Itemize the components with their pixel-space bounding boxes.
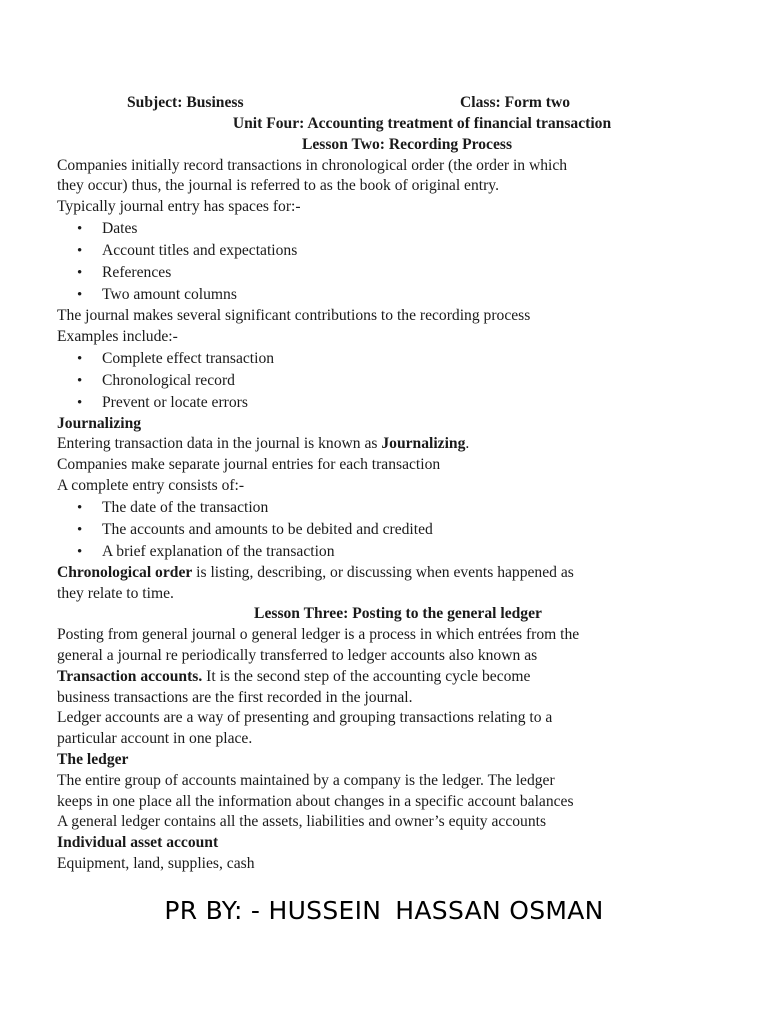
- asset-account-heading: Individual asset account: [57, 834, 219, 852]
- ledger-accounts-line-1: Ledger accounts are a way of presenting and grouping transactions relating to a: [57, 709, 553, 727]
- list-item: • Prevent or locate errors: [57, 392, 737, 414]
- chronological-order-text: is listing, describing, or discussing when events happened as: [192, 563, 574, 581]
- class-label: Class: Form two: [460, 94, 571, 111]
- posting-line-3: [57, 667, 737, 688]
- chronological-order-term: Chronological order: [57, 563, 193, 581]
- contributions-line: The journal makes several significant contributions to the recording process: [57, 306, 531, 324]
- header-row: [57, 93, 737, 114]
- subject-label: Subject: Business: [127, 94, 244, 111]
- unit-title: Unit Four: Accounting treatment of financial transaction: [232, 115, 612, 132]
- ledger-line-3: A general ledger contains all the assets, liabilities and owner’s equity accounts: [57, 813, 547, 831]
- journalizing-period: .: [465, 435, 470, 453]
- chronological-order-line-2: they relate to time.: [57, 584, 174, 602]
- list-item: • The date of the transaction: [57, 497, 737, 519]
- ledger-heading: The ledger: [57, 750, 129, 768]
- list-item: • References: [57, 262, 737, 284]
- list-item: • The accounts and amounts to be debited and credited: [57, 519, 737, 541]
- list-item: • Complete effect transaction: [57, 348, 737, 370]
- spaces-list: [57, 218, 737, 306]
- posting-line-3-text: It is the second step of the accounting cycle become: [202, 667, 531, 685]
- spaces-intro: Typically journal entry has spaces for:-: [57, 198, 301, 216]
- separate-entries-line: Companies make separate journal entries for each transaction: [57, 456, 441, 474]
- intro-line-1: Companies initially record transactions in chronological order (the order in which: [57, 156, 568, 174]
- examples-list: [57, 348, 737, 414]
- ledger-accounts-line-2: particular account in one place.: [57, 730, 253, 748]
- list-item: • Account titles and expectations: [57, 240, 737, 262]
- author-credit-prefix: PR BY: - HUSSEIN: [164, 896, 382, 925]
- author-credit: [0, 896, 768, 925]
- entry-intro: A complete entry consists of:-: [57, 476, 245, 494]
- journalizing-heading: Journalizing: [57, 414, 142, 432]
- intro-line-2: they occur) thus, the journal is referred to as the book of original entry.: [57, 177, 499, 195]
- journalizing-term: Journalizing: [381, 435, 466, 453]
- list-item: • Chronological record: [57, 370, 737, 392]
- lesson-two-title: Lesson Two: Recording Process: [301, 135, 513, 153]
- lesson-three-title: Lesson Three: Posting to the general ledger: [254, 605, 542, 623]
- document-body: [57, 93, 737, 875]
- ledger-line-1: The entire group of accounts maintained by a company is the ledger. The ledger: [57, 771, 555, 789]
- examples-intro: Examples include:-: [57, 327, 178, 345]
- author-credit-name: HASSAN OSMAN: [395, 896, 604, 925]
- asset-account-line: Equipment, land, supplies, cash: [57, 854, 255, 872]
- list-item: • A brief explanation of the transaction: [57, 541, 737, 563]
- journalizing-definition: [57, 434, 737, 455]
- ledger-line-2: keeps in one place all the information about changes in a specific account balances: [57, 792, 574, 810]
- entry-list: [57, 497, 737, 563]
- journalizing-definition-text: Entering transaction data in the journal is known as: [57, 435, 382, 453]
- posting-line-2: general a journal re periodically transferred to ledger accounts also known as: [57, 646, 538, 664]
- posting-line-4: business transactions are the first recorded in the journal.: [57, 688, 413, 706]
- list-item: • Dates: [57, 218, 737, 240]
- chronological-order-line: [57, 563, 737, 584]
- transaction-accounts-term: Transaction accounts.: [57, 667, 203, 685]
- list-item: • Two amount columns: [57, 284, 737, 306]
- posting-line-1: Posting from general journal o general ledger is a process in which entrées from the: [57, 626, 580, 644]
